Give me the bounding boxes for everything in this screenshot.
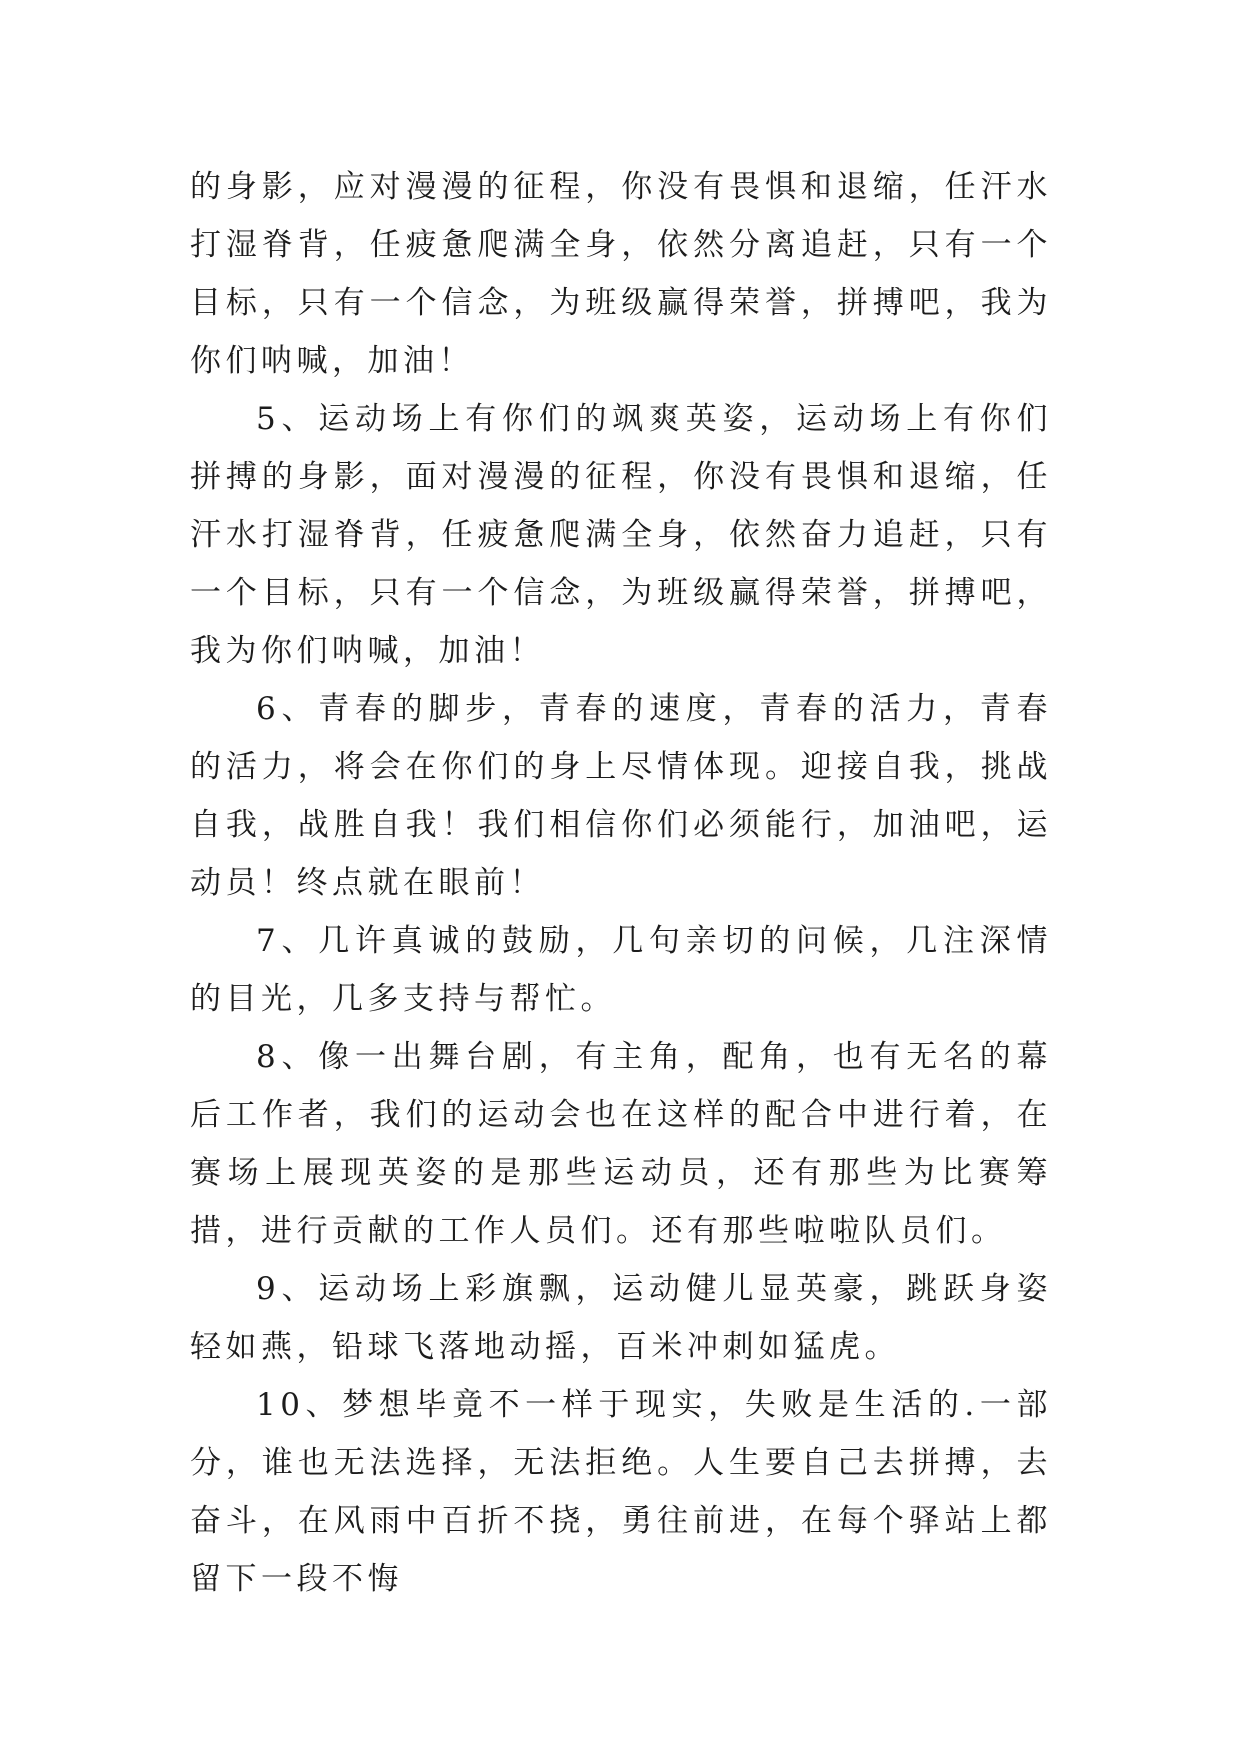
paragraph-6: 6、青春的脚步，青春的速度，青春的活力，青春的活力，将会在你们的身上尽情体现。迎接自我，挑战自我，战胜自我！我们相信你们必须能行，加油吧，运动员！终点就在眼前！ [190,691,1052,901]
paragraph-7: 7、几许真诚的鼓励，几句亲切的问候，几注深情的目光，几多支持与帮忙。 [190,923,1052,1017]
paragraph-continuation: 的身影，应对漫漫的征程，你没有畏惧和退缩，任汗水打湿脊背，任疲惫爬满全身，依然分离追赶，只有一个目标，只有一个信念，为班级赢得荣誉，拼搏吧，我为你们呐喊，加油！ [190,169,1052,379]
paragraph-8: 8、像一出舞台剧，有主角，配角，也有无名的幕后工作者，我们的运动会也在这样的配合中进行着，在赛场上展现英姿的是那些运动员，还有那些为比赛筹措，进行贡献的工作人员们。还有那些啦啦队员们。 [190,1039,1052,1249]
paragraph-9: 9、运动场上彩旗飘，运动健儿显英豪，跳跃身姿轻如燕，铅球飞落地动摇，百米冲刺如猛虎。 [190,1271,1052,1365]
paragraph-5: 5、运动场上有你们的飒爽英姿，运动场上有你们拼搏的身影，面对漫漫的征程，你没有畏惧和退缩，任汗水打湿脊背，任疲惫爬满全身，依然奋力追赶，只有一个目标，只有一个信念，为班级赢得荣誉，拼搏吧，我为你们呐喊，加油！ [190,401,1052,669]
document-body [190,158,1052,1608]
paragraph-10: 10、梦想毕竟不一样于现实，失败是生活的.一部分，谁也无法选择，无法拒绝。人生要自己去拼搏，去奋斗，在风雨中百折不挠，勇往前进，在每个驿站上都留下一段不悔 [190,1387,1052,1597]
